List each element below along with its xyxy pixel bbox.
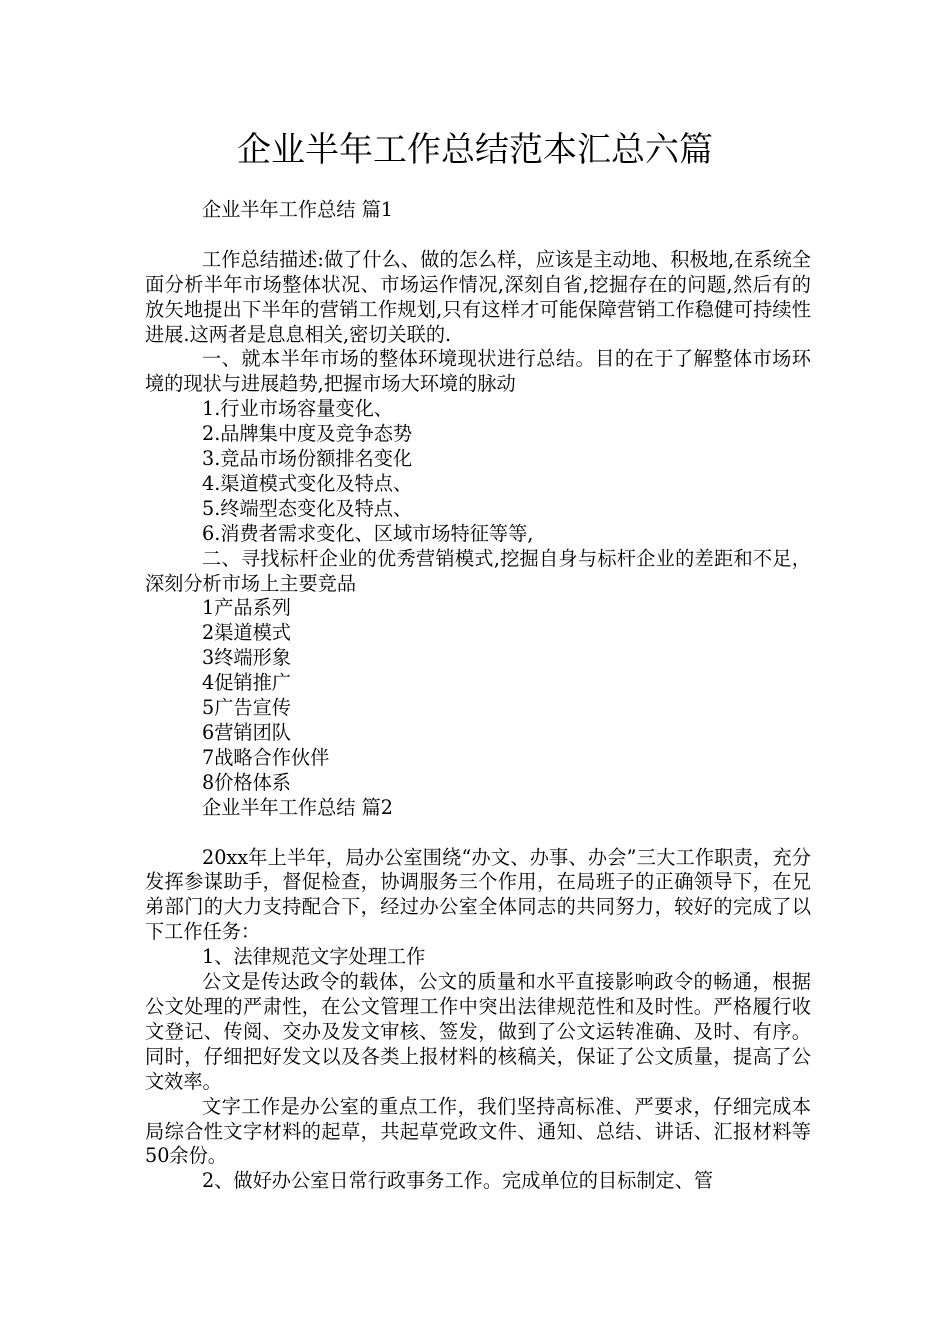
section2-paragraph-2: 文字工作是办公室的重点工作，我们坚持高标准、严要求，仔细完成本局综合性文字材料的起草，共起草党政文件、通知、总结、讲话、汇报材料等50余份。	[145, 1094, 811, 1168]
list-item: 5.终端型态变化及特点、	[202, 496, 413, 520]
section1-point-2: 二、寻找标杆企业的优秀营销模式,挖掘自身与标杆企业的差距和不足，深刻分析市场上主要竞品	[145, 546, 811, 595]
section-heading-2: 企业半年工作总结 篇2	[202, 795, 393, 819]
list-item: 5广告宣传	[202, 696, 291, 720]
list-item: 3终端形象	[202, 646, 291, 670]
list-item: 2渠道模式	[202, 621, 291, 645]
list-item: 4.渠道模式变化及特点、	[202, 471, 413, 495]
section2-point-1: 1、法律规范文字处理工作	[202, 945, 426, 969]
document-title: 企业半年工作总结范本汇总六篇	[237, 130, 713, 170]
section2-paragraph-1: 公文是传达政令的载体，公文的质量和水平直接影响政令的畅通，根据公文处理的严肃性，在公文管理工作中突出法律规范性和及时性。严格履行收文登记、传阅、交办及发文审核、签发，做到了公文运转准确、及时、有序。同时，仔细把好发文以及各类上报材料的核稿关，保证了公文质量，提高了公文效率。	[145, 970, 811, 1093]
list-item: 1.行业市场容量变化、	[202, 397, 393, 421]
blank-line	[145, 821, 811, 846]
document-body	[145, 198, 811, 1194]
list-item: 7战略合作伙伴	[202, 745, 330, 769]
list-item: 8价格体系	[202, 770, 291, 794]
list-item: 6.消费者需求变化、区域市场特征等等,	[202, 521, 534, 545]
section1-intro: 工作总结描述:做了什么、做的怎么样，应该是主动地、积极地,在系统全面分析半年市场整体状况、市场运作情况,深刻自省,挖掘存在的问题,然后有的放矢地提出下半年的营销工作规划,只有这样才可能保障营销工作稳健可持续性进展.这两者是息息相关,密切关联的.	[145, 247, 811, 346]
list-item: 2.品牌集中度及竞争态势	[202, 422, 413, 446]
section1-point-1: 一、就本半年市场的整体环境现状进行总结。目的在于了解整体市场环境的现状与进展趋势,把握市场大环境的脉动	[145, 347, 811, 396]
list-item: 1产品系列	[202, 596, 291, 620]
blank-line	[145, 223, 811, 248]
section-heading-1: 企业半年工作总结 篇1	[202, 198, 393, 221]
list-item: 6营销团队	[202, 721, 291, 745]
list-item: 4促销推广	[202, 671, 291, 695]
section2-intro: 20xx年上半年，局办公室围绕“办文、办事、办会”三大工作职责，充分发挥参谋助手，督促检查，协调服务三个作用，在局班子的正确领导下，在兄弟部门的大力支持配合下，经过办公室全体同志的共同努力，较好的完成了以下工作任务：	[145, 845, 811, 944]
section2-point-2: 2、做好办公室日常行政事务工作。完成单位的目标制定、管	[202, 1169, 714, 1193]
list-item: 3.竞品市场份额排名变化	[202, 447, 413, 471]
